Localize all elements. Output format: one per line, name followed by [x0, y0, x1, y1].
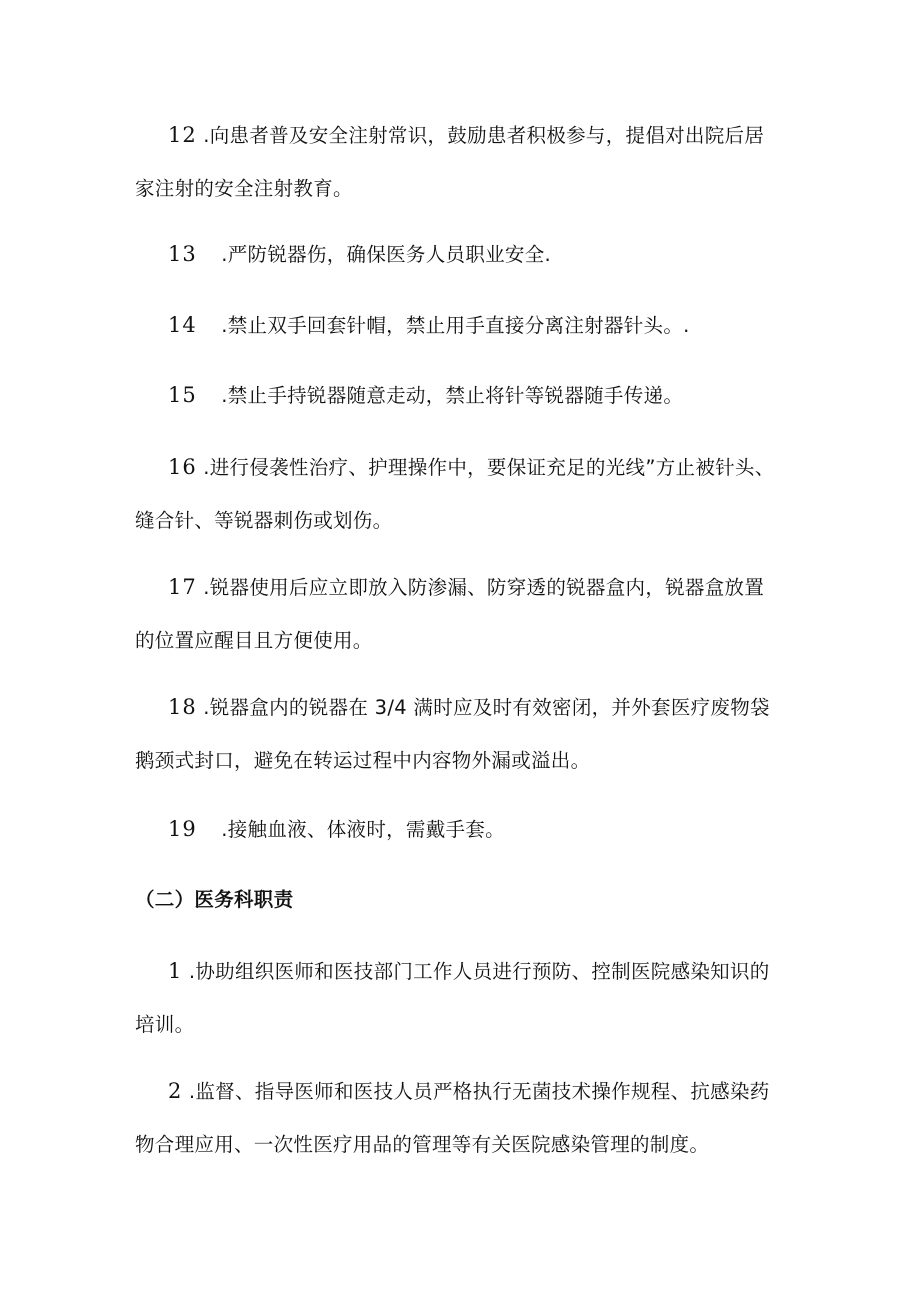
list-item-12: [135, 108, 800, 216]
list-item-16: [135, 440, 800, 548]
item-number: 18: [168, 695, 197, 719]
item-separator: .: [196, 696, 210, 719]
list-item-13: [135, 227, 800, 281]
item-text: 禁止双手回套针帽，禁止用手直接分离注射器针头。.: [227, 314, 690, 337]
item-number: 14: [168, 313, 197, 337]
list-item-18: [135, 680, 800, 788]
list-item-15: [135, 368, 800, 422]
item-number: 15: [168, 383, 197, 407]
list-item-17: [135, 560, 800, 668]
item-number: 12: [168, 123, 197, 147]
item-number: 17: [168, 575, 197, 599]
item-text: 禁止手持锐器随意走动，禁止将针等锐器随手传递。: [227, 384, 684, 407]
duty-item-1: [135, 944, 800, 1052]
item-text: 锐器使用后应立即放入防渗漏、防穿透的锐器盒内，锐器盒放置: [209, 576, 765, 599]
list-item-19: [135, 802, 800, 856]
item-text: 协助组织医师和医技部门工作人员进行预防、控制医院感染知识的: [195, 960, 770, 983]
item-separator: .: [214, 314, 228, 337]
item-number: 2: [168, 1079, 183, 1103]
list-item-14: [135, 298, 800, 352]
item-number: 1: [168, 959, 183, 983]
item-text: 进行侵袭性治疗、护理操作中，要保证充足的光线”方止被针头、: [209, 456, 775, 479]
list-item-continuation: 物合理应用、一次性医疗用品的管理等有关医院感染管理的制度。: [135, 1133, 710, 1156]
item-separator: .: [214, 384, 228, 407]
list-item-line: [135, 108, 800, 162]
list-item-continuation: 的位置应醒目且方便使用。: [135, 629, 373, 652]
item-text: 向患者普及安全注射常识，鼓励患者积极参与，提倡对出院后居: [209, 124, 765, 147]
item-separator: .: [214, 243, 228, 266]
duty-item-2: [135, 1064, 800, 1172]
item-text: 接触血液、体液时，需戴手套。: [227, 818, 505, 841]
list-item-line: [135, 944, 800, 998]
item-text: 严防锐器伤，确保医务人员职业安全.: [227, 243, 552, 266]
item-number: 16: [168, 455, 197, 479]
list-item-line: [135, 298, 800, 352]
item-separator: .: [196, 456, 210, 479]
list-item-line: [135, 440, 800, 494]
item-separator: .: [196, 124, 210, 147]
item-separator: .: [196, 576, 210, 599]
item-text: 锐器盒内的锐器在 3/4 满时应及时有效密闭，并外套医疗废物袋: [209, 696, 770, 719]
list-item-line: [135, 560, 800, 614]
list-item-continuation: 鹅颈式封口，避免在转运过程中内容物外漏或溢出。: [135, 749, 591, 772]
list-item-continuation: 家注射的安全注射教育。: [135, 177, 353, 200]
list-item-continuation: 缝合针、等锐器刺伤或划伤。: [135, 509, 393, 532]
item-separator: .: [182, 1080, 196, 1103]
item-text: 监督、指导医师和医技人员严格执行无菌技术操作规程、抗感染药: [195, 1080, 770, 1103]
item-separator: .: [214, 818, 228, 841]
item-number: 13: [168, 242, 197, 266]
list-item-line: [135, 1064, 800, 1118]
section-heading: [135, 873, 800, 927]
list-item-line: [135, 802, 800, 856]
list-item-line: [135, 227, 800, 281]
item-separator: .: [182, 960, 196, 983]
item-number: 19: [168, 817, 197, 841]
section-heading-text: （二）医务科职责: [135, 888, 294, 911]
list-item-continuation: 培训。: [135, 1013, 195, 1036]
list-item-line: [135, 368, 800, 422]
list-item-line: [135, 680, 800, 734]
